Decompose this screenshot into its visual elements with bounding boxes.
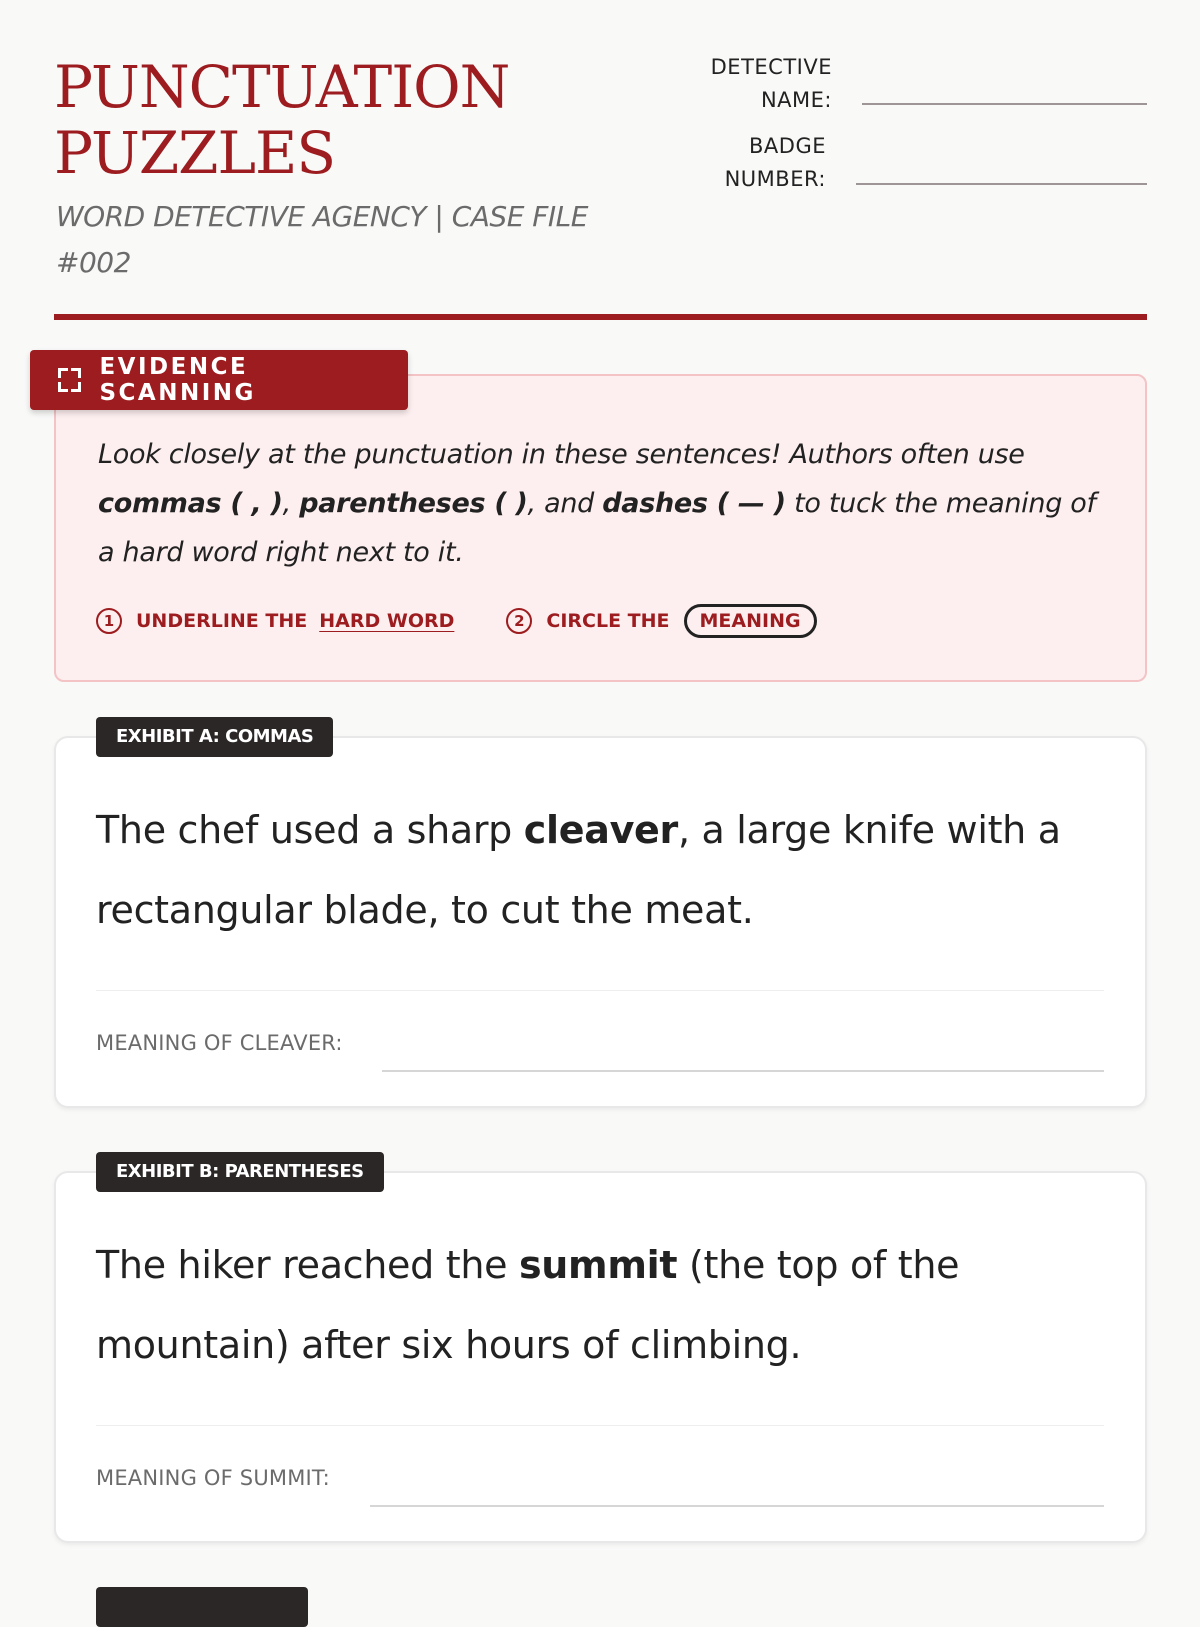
scan-icon [58, 368, 81, 392]
step-2-label: CIRCLE THE [546, 610, 670, 632]
evidence-sep-1: , [282, 488, 300, 519]
sentence-a-after: , a large knife with a rectangular blade, to cut the meat. [96, 808, 1061, 932]
exhibit-sentence-a [96, 790, 1106, 950]
detective-name-label [690, 51, 832, 117]
sentence-a-word: cleaver [523, 808, 678, 852]
detective-name-field[interactable] [862, 103, 1147, 105]
step-1-number: 1 [96, 608, 122, 634]
step-2-example: MEANING [684, 604, 817, 638]
evidence-sep-2: , and [527, 488, 603, 519]
parentheses-term: parentheses ( ) [299, 488, 528, 519]
sentence-a-before: The chef used a sharp [96, 808, 524, 852]
step-1-example: HARD WORD [319, 610, 455, 632]
badge-number-field[interactable] [856, 183, 1147, 185]
meaning-label-b: MEANING OF SUMMIT: [96, 1466, 330, 1490]
evidence-text-end: to tuck the meaning of a hard word right next to it. [98, 488, 1096, 568]
evidence-instructions [98, 430, 1098, 577]
sentence-b-after: (the top of the mountain) after six hours of climbing. [96, 1243, 960, 1367]
page-subtitle: WORD DETECTIVE AGENCY | CASE FILE #002 [56, 200, 588, 279]
badge-number-label [690, 130, 826, 196]
commas-term: commas ( , ) [98, 488, 283, 519]
badge-label-line1: BADGE [749, 134, 826, 158]
exhibit-tag-a: EXHIBIT A: COMMAS [96, 717, 333, 757]
sentence-b-before: The hiker reached the [96, 1243, 519, 1287]
dashes-term: dashes ( — ) [602, 488, 786, 519]
detective-label-line2: NAME: [760, 88, 832, 112]
exhibit-divider-a [96, 990, 1104, 991]
meaning-field-b[interactable] [370, 1505, 1104, 1507]
evidence-tab [30, 350, 408, 410]
detective-label-line1: DETECTIVE [710, 55, 832, 79]
step-2-number: 2 [506, 608, 532, 634]
evidence-tab-label: EVIDENCE SCANNING [99, 354, 256, 406]
evidence-text-intro: Look closely at the punctuation in these sentences! Authors often use [98, 439, 1025, 470]
step-1-label: UNDERLINE THE [136, 610, 308, 632]
exhibit-divider-b [96, 1425, 1104, 1426]
header-divider [54, 314, 1147, 320]
exhibit-tag-c [96, 1587, 308, 1627]
exhibit-sentence-b [96, 1225, 1106, 1385]
instruction-steps [96, 604, 817, 638]
meaning-label-a: MEANING OF CLEAVER: [96, 1031, 343, 1055]
badge-label-line2: NUMBER: [724, 167, 826, 191]
sentence-b-word: summit [518, 1243, 678, 1287]
page-title [54, 54, 509, 186]
title-line-2: PUZZLES [54, 119, 336, 187]
meaning-field-a[interactable] [382, 1070, 1104, 1072]
title-line-1: PUNCTUATION [54, 53, 510, 121]
exhibit-tag-b: EXHIBIT B: PARENTHESES [96, 1152, 384, 1192]
